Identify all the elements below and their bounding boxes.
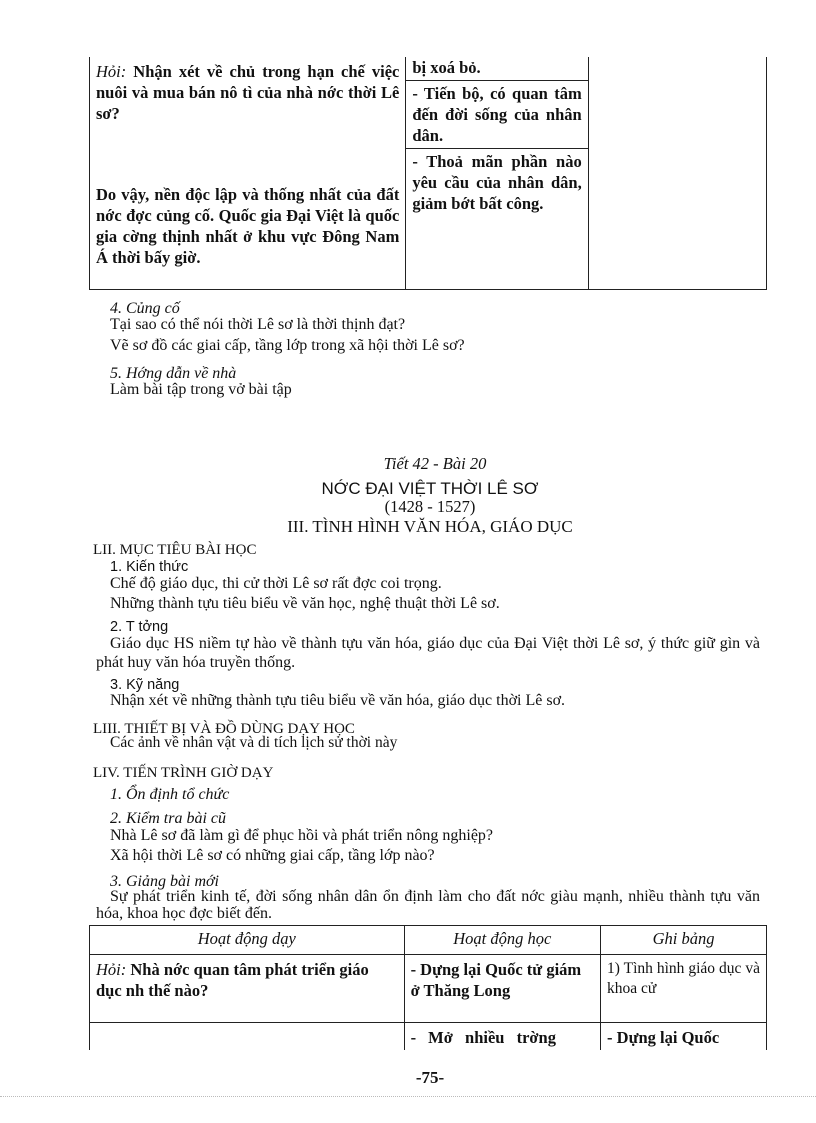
conclusion-text: Do vậy, nền độc lập và thống nhất của đất nớc đợc củng cố. Quốc gia Đại Việt là quốc gia cờng thịnh nhất ở khu vực Đông Nam Á thời bấy giờ. xyxy=(96,185,400,267)
page-number: -75- xyxy=(415,1068,445,1087)
thiet-bi-line1: Các ảnh về nhân vật và di tích lịch sử thời này xyxy=(110,734,398,751)
row1-question: Nhà nớc quan tâm phát triển giáo dục nh thế nào? xyxy=(96,960,369,1000)
new-lesson-intro: Sự phát triển kinh tế, đời sống nhân dân ổn định làm cho đất nớc giàu mạnh, nhiều thành tựu văn hóa, khoa học đợc biết đến. xyxy=(96,888,760,922)
col-header-teaching: Hoạt động dạy xyxy=(90,926,405,955)
lesson-title: NỚC ĐẠI VIỆT THỜI LÊ SƠ xyxy=(321,479,539,498)
row1-board: 1) Tình hình giáo dục và khoa cử xyxy=(601,955,767,1023)
step3-label: 3. Giảng bài mới xyxy=(110,873,219,890)
huong-dan-heading: 5. Hớng dẫn về nhà xyxy=(110,365,237,382)
col-header-board: Ghi bảng xyxy=(601,926,767,955)
thiet-bi-heading: LIII. THIẾT BỊ VÀ ĐỒ DÙNG DẠY HỌC xyxy=(93,721,355,737)
mid-text-3: - Thoả mãn phần nào yêu cầu của nhân dân, giảm bớt bất công. xyxy=(412,152,582,213)
row2-teaching xyxy=(90,1023,405,1050)
step2-label: 2. Kiểm tra bài cũ xyxy=(110,810,226,827)
top-table-right-cell xyxy=(588,57,766,289)
ky-nang-label: 3. Kỹ năng xyxy=(110,677,180,693)
kien-thuc-line2: Những thành tựu tiêu biểu về văn học, nghệ thuật thời Lê sơ. xyxy=(110,595,500,612)
old-question-2: Xã hội thời Lê sơ có những giai cấp, tầng lớp nào? xyxy=(110,847,435,864)
hoi-label: Hỏi: xyxy=(96,62,127,81)
row1-hoi-label: Hỏi: xyxy=(96,960,127,979)
top-table-mid-cell xyxy=(406,57,588,289)
row1-learning: - Dựng lại Quốc tử giám ở Thăng Long xyxy=(404,955,600,1023)
kien-thuc-label: 1. Kiến thức xyxy=(110,559,189,575)
huong-dan-line1: Làm bài tập trong vở bài tập xyxy=(110,381,292,398)
muc-tieu-heading: LII. MỤC TIÊU BÀI HỌC xyxy=(93,542,257,558)
old-question-1: Nhà Lê sơ đã làm gì để phục hồi và phát triển nông nghiệp? xyxy=(110,827,494,844)
ky-nang-line1: Nhận xét về những thành tựu tiêu biểu về văn hóa, giáo dục thời Lê sơ. xyxy=(110,692,566,709)
tien-trinh-heading: LIV. TIẾN TRÌNH GIỜ DẠY xyxy=(93,765,274,781)
lesson-number: Tiết 42 - Bài 20 xyxy=(383,454,487,473)
row2-learning: - Mở nhiều trờng xyxy=(404,1023,600,1050)
cung-co-line1: Tại sao có thể nói thời Lê sơ là thời thịnh đạt? xyxy=(110,316,406,333)
mid-text-2: - Tiến bộ, có quan tâm đến đời sống của nhân dân. xyxy=(406,81,587,149)
cung-co-line2: Vẽ sơ đồ các giai cấp, tầng lớp trong xã hội thời Lê sơ? xyxy=(110,337,465,354)
col-header-learning: Hoạt động học xyxy=(404,926,600,955)
page-bottom-divider xyxy=(0,1096,816,1097)
row2-board: - Dựng lại Quốc xyxy=(601,1023,767,1050)
tu-tuong-line1: Giáo dục HS niềm tự hào về thành tựu văn hóa, giáo dục của Đại Việt thời Lê sơ, ý thức giữ gìn và phát huy văn hóa truyền thống. xyxy=(96,635,760,671)
hoi-question: Nhận xét về chủ trong hạn chế việc nuôi và mua bán nô tì của nhà nớc thời Lê sơ? xyxy=(96,62,400,123)
tu-tuong-label: 2. T tởng xyxy=(110,619,169,635)
top-table-left-cell xyxy=(90,57,406,289)
mid-text-1: bị xoá bỏ. xyxy=(406,57,587,81)
cung-co-heading: 4. Củng cố xyxy=(110,300,180,317)
step1-label: 1. Ổn định tổ chức xyxy=(110,786,230,803)
lesson-years: (1428 - 1527) xyxy=(384,497,476,516)
activity-table xyxy=(89,925,767,1050)
row1-teaching xyxy=(90,955,405,1023)
lesson-subtitle: III. TÌNH HÌNH VĂN HÓA, GIÁO DỤC xyxy=(287,517,573,536)
top-table xyxy=(89,57,767,290)
kien-thuc-line1: Chế độ giáo dục, thi cử thời Lê sơ rất đợc coi trọng. xyxy=(110,575,442,592)
